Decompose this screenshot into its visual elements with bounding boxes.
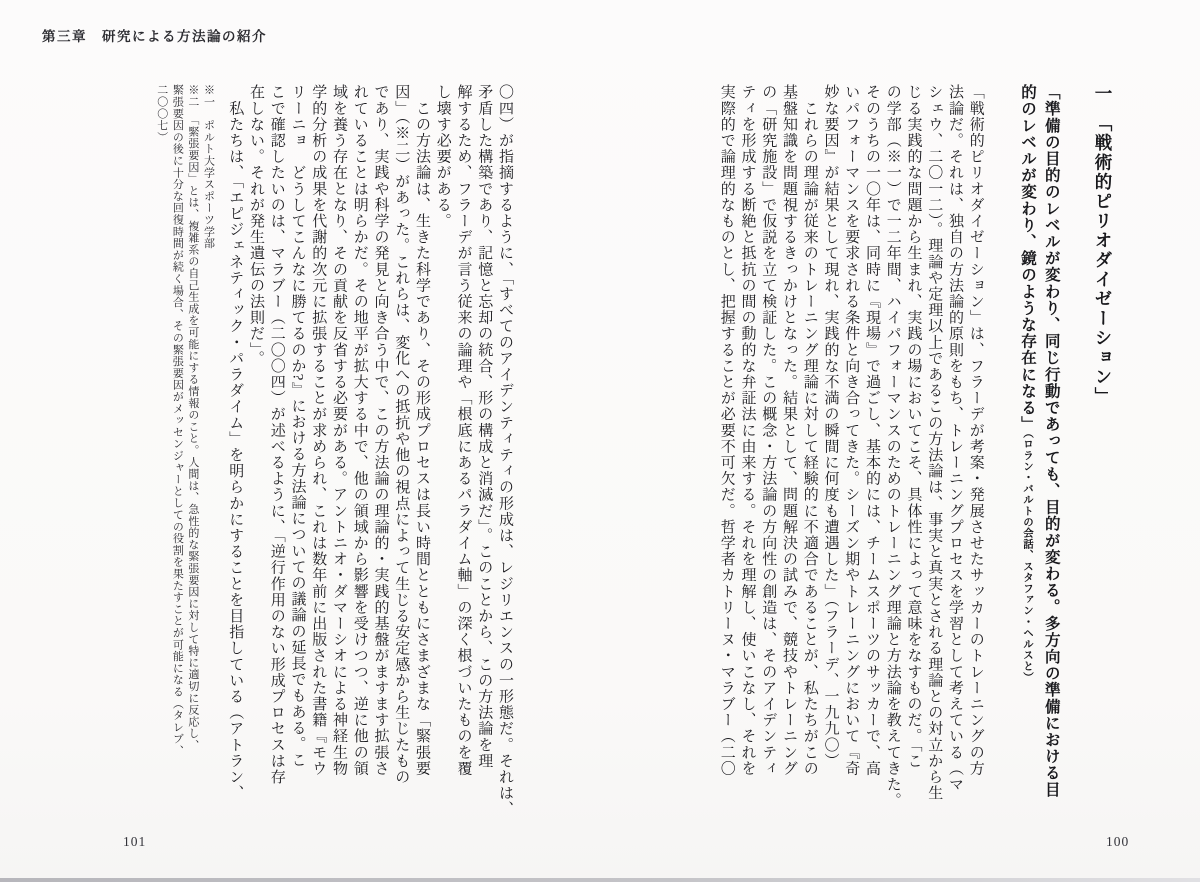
text-column: こで確認したいのは、マラブー（二〇〇四）が述べるように、「逆行作用のない形成プロセスは存 xyxy=(268,84,285,785)
text-column: 「戦術的ピリオダイゼーション」は、フラーデが考案・発展させたサッカーのトレーニングの方 xyxy=(967,84,984,777)
text-column: そのうちの一〇年は、同時に『現場』で過ごし、基本的には、チームスポーツのサッカーで、高 xyxy=(863,84,880,777)
text-column: し壊す必要がある。 xyxy=(434,84,451,229)
text-column: ティを形成する断絶と抵抗の間の動的な弁証法に由来する。それを理解し、使いこなし、それを xyxy=(739,84,756,777)
text-column: いパフォーマンスを要求される条件と向き合ってきた。シーズン期やトレーニングにおいて『奇 xyxy=(843,84,860,777)
scan-edge xyxy=(0,878,1200,882)
text-column: シェウ、二〇一二）。理論や定理以上であるこの方法論は、事実と真実とされる理論との対立から生 xyxy=(926,84,943,801)
right-page-body xyxy=(718,84,984,809)
epigraph xyxy=(1019,84,1059,804)
epigraph-text: 「準備の目的のレベルが変わり、同じ行動であっても、目的が変わる。多方向の準備における目 xyxy=(1042,84,1060,798)
text-column: リーニョ どうしてこんなに勝てるのか?』における方法論についての議論の延長でもある。こ xyxy=(289,84,306,768)
text-column: 在しない。それが発生遺伝の法則だ」。 xyxy=(248,84,264,367)
page-number-right: 100 xyxy=(1106,834,1130,849)
text-column: この方法論は、生きた科学であり、その形成プロセスは長い時間とともにさまざまな「緊張要 xyxy=(414,84,430,777)
text-column: 解するため、フラーデが言う従来の論理や「根底にあるパラダイム軸」の深く根づいたものを覆 xyxy=(455,84,472,777)
right-page-text xyxy=(713,84,1120,809)
text-column: 実際的で論理的なものとし、把握することが必要不可欠だ。哲学者カトリーヌ・マラブー（二〇 xyxy=(718,84,735,777)
epigraph-text: 的のレベルが変わり、鏡のような存在になる」 xyxy=(1018,84,1036,433)
left-page-text xyxy=(152,84,517,818)
footnote-column: ※二 「緊張要因」とは、複雑系の自己生成を可能にする情報のこと。人間は、急性的な緊張要因に対して特に適切に反応し、 xyxy=(186,84,199,752)
text-column: 妙な要因』が結果として現れ、実践的な不満の瞬間に何度も遭遇した」（フラーデ、一九九〇） xyxy=(822,84,839,769)
footnotes xyxy=(156,84,215,804)
epigraph-line xyxy=(1042,84,1058,804)
running-header: 第三章 研究による方法論の紹介 xyxy=(42,29,267,44)
text-column: 〇四）が指摘するように、「すべてのアイデンティティの形成は、レジリエンスの一形態だ。それは、 xyxy=(497,84,513,818)
text-column: 学的分析の成果を代謝的次元に拡張することが求められ、これは数年前に出版された書籍『モウ xyxy=(310,84,327,777)
text-column: 法論だ。それは、独自の方法論的原則をもち、トレーニングプロセスを学習として考えている（マ xyxy=(946,84,963,793)
footnote-column: 緊張要因の後に十分な回復時間が続く場合、その緊張要因がメッセンジャーとしての役割を果たすことが可能になる（タレブ、 xyxy=(171,84,184,757)
text-column: 矛盾した構築であり、記憶と忘却の統合、形の構成と消滅だ」。このことから、この方法論を理 xyxy=(476,84,493,769)
left-page-body xyxy=(227,84,513,818)
text-column: 私たちは、「エピジェネティック・パラダイム」を明らかにすることを目指している（アトラン、 xyxy=(227,84,244,801)
epigraph-citation: （ロラン・バルトの会話、スタファン・ヘルスと） xyxy=(1021,432,1033,683)
text-column: であり、実践や科学の発見と向き合う中で、この方法論の理論的・実践的基盤がますます拡張さ xyxy=(372,84,389,777)
page-number-left: 101 xyxy=(123,834,147,849)
text-column: これらの理論が従来のトレーニング理論に対して経験的に不適合であることが、私たちがこの xyxy=(801,84,818,777)
epigraph-line xyxy=(1019,84,1035,804)
text-column: れていることは明らかだ。その地平が拡大する中で、他の領域から影響を受けつつ、逆に他の領 xyxy=(351,84,368,777)
text-column: 基盤知識を問題視するきっかけとなった。結果として、問題解決の試みで、競技やトレーニング xyxy=(780,84,797,777)
text-column: じる実践的な問題から生まれ、実践の場においてこそ、具体性によって意味をなすものだ。「こ xyxy=(905,84,922,769)
text-column: の学部（※一）で一二年間、ハイパフォーマンスのためのトレーニング理論と方法論を教えてきた。 xyxy=(884,84,901,809)
text-column: の「研究施設」で仮説を立て検証した。この概念・方法論の方向性の創造は、そのアイデンティ xyxy=(760,84,777,777)
footnote-column: 二〇〇七） xyxy=(155,84,168,143)
text-column: 域を養う存在となり、その貢献を反省する必要がある。アントニオ・ダマーシオによる神経生物 xyxy=(331,84,347,777)
section-heading: 一 「戦術的ピリオダイゼーション」 xyxy=(1093,84,1113,407)
footnote-column: ※一 ポルト大学スポーツ学部 xyxy=(202,84,215,250)
text-column: 因」（※二）があった。これらは、変化への抵抗や他の視点によって生じる安定感から生じたもの xyxy=(393,84,410,785)
